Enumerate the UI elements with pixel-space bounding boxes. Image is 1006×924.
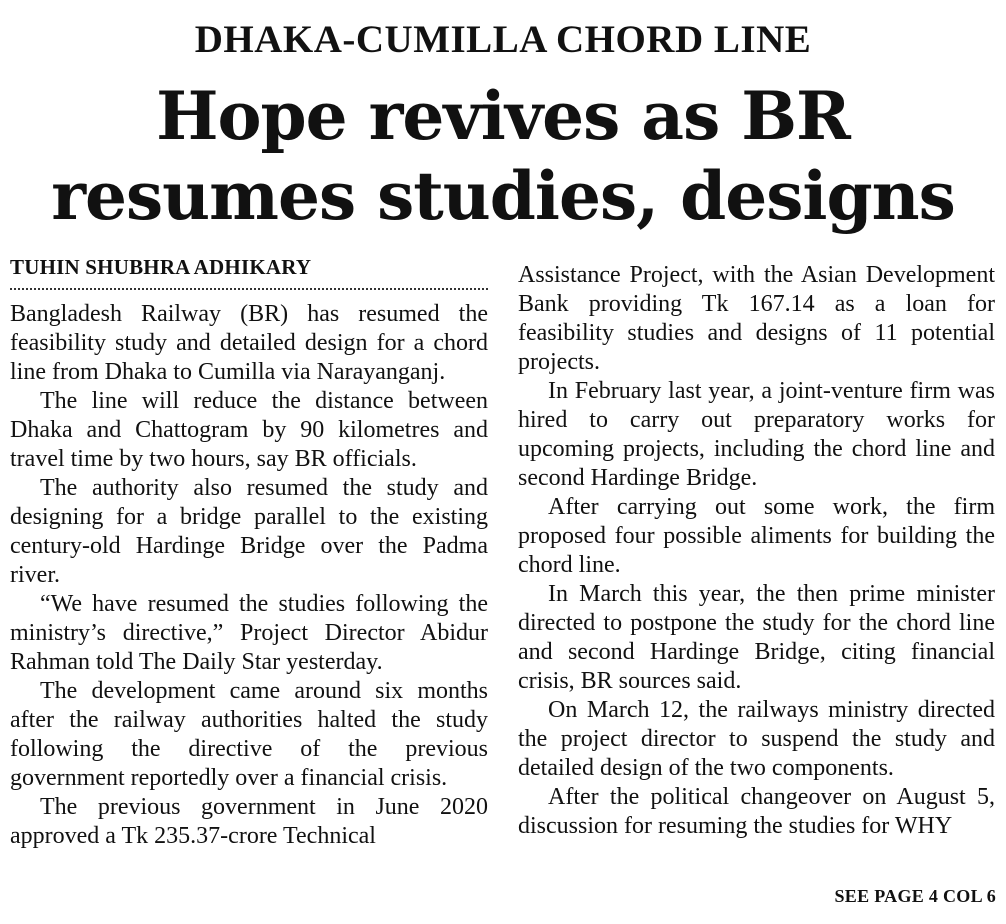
paragraph: After carrying out some work, the firm proposed four possible aliments for building the chord line.	[518, 494, 995, 578]
paragraph: On March 12, the railways ministry directed the project director to suspend the study and detailed design of the two components.	[518, 697, 995, 781]
paragraph: The line will reduce the distance between Dhaka and Chattogram by 90 kilometres and travel time by two hours, say BR officials.	[10, 388, 488, 472]
article-column-left	[10, 252, 488, 851]
kicker-label: DHAKA-CUMILLA CHORD LINE	[194, 18, 812, 61]
headline-line-1: Hope revives as BR	[156, 77, 850, 155]
headline	[0, 76, 1006, 236]
headline-line-2: resumes studies, designs	[51, 157, 955, 235]
paragraph: “We have resumed the studies following the ministry’s directive,” Project Director Abidur Rahman told The Daily Star yesterday.	[10, 591, 488, 675]
article-column-right	[518, 261, 995, 841]
paragraph: The authority also resumed the study and designing for a bridge parallel to the existing century-old Hardinge Bridge over the Padma river.	[10, 475, 488, 588]
paragraph: The development came around six months after the railway authorities halted the study following the directive of the previous government reportedly over a financial crisis.	[10, 678, 488, 791]
byline: TUHIN SHUBHRA ADHIKARY	[10, 252, 488, 290]
paragraph: In March this year, the then prime minister directed to postpone the study for the chord line and second Hardinge Bridge, citing financial crisis, BR sources said.	[518, 581, 995, 694]
paragraph: The previous government in June 2020 approved a Tk 235.37-crore Technical	[10, 794, 488, 849]
jump-line: SEE PAGE 4 COL 6	[834, 886, 996, 906]
paragraph: In February last year, a joint-venture firm was hired to carry out preparatory works for upcoming projects, including the chord line and second Hardinge Bridge.	[518, 378, 995, 491]
paragraph-continued: Assistance Project, with the Asian Development Bank providing Tk 167.14 as a loan for feasibility studies and designs of 11 potential projects.	[518, 262, 995, 375]
paragraph: After the political changeover on August 5, discussion for resuming the studies for WHY	[518, 784, 995, 839]
paragraph: Bangladesh Railway (BR) has resumed the feasibility study and detailed design for a chord line from Dhaka to Cumilla via Narayanganj.	[10, 301, 488, 385]
